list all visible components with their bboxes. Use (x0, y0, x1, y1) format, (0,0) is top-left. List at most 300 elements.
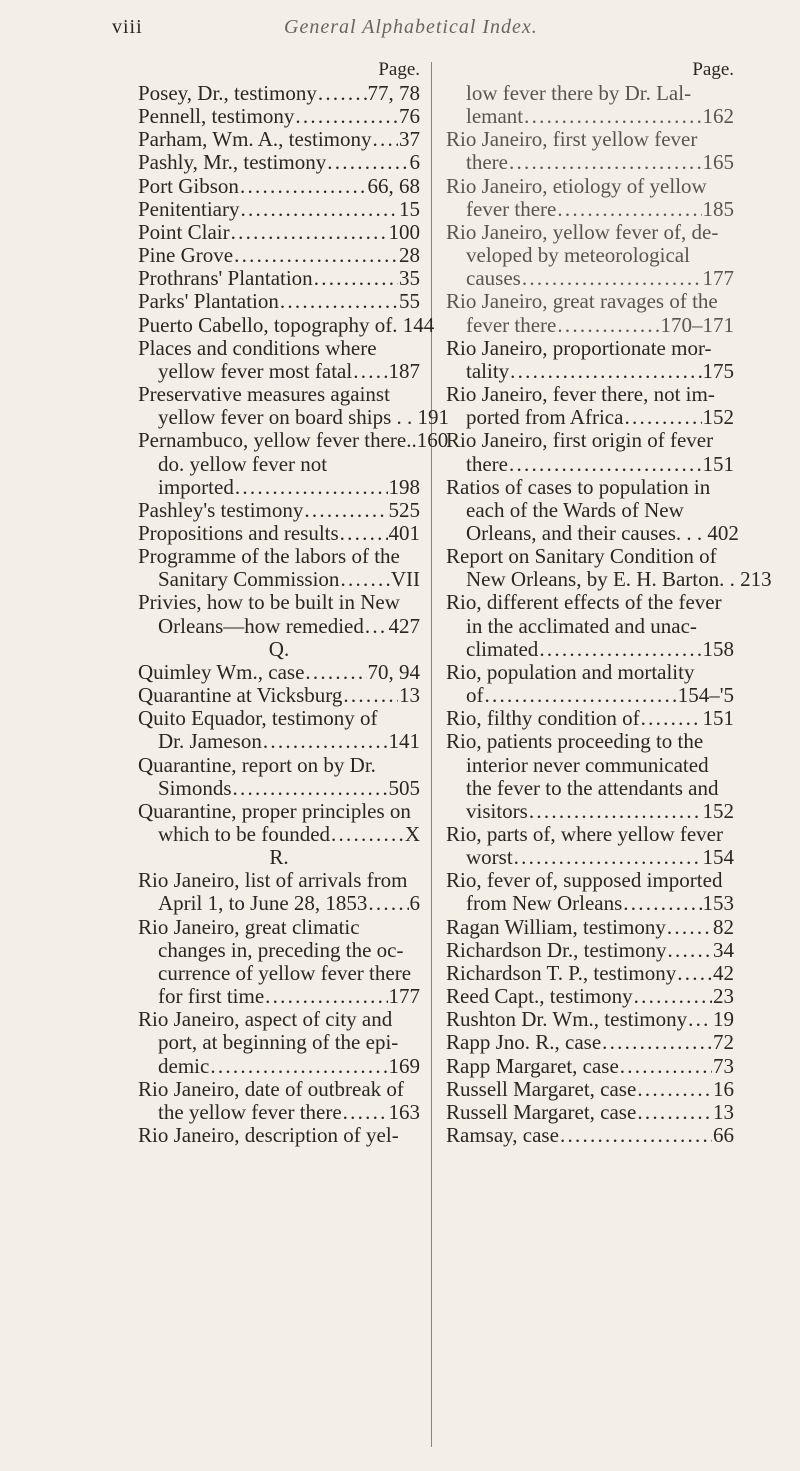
index-entry (138, 428, 449, 499)
index-entry (446, 474, 739, 545)
dot-leader (331, 823, 404, 846)
index-entry (138, 661, 420, 684)
index-entry (138, 244, 420, 267)
entry-page-ref: 175 (702, 358, 734, 383)
entry-page-ref: 16 (713, 1076, 734, 1101)
entry-text: interior never communicated (466, 752, 709, 777)
dot-leader (485, 684, 677, 707)
entry-page-ref: 162 (702, 104, 734, 129)
entry-page-ref: 427 (388, 613, 420, 638)
entry-text: for first time (158, 984, 265, 1009)
entry-text: Rio Janeiro, description of yel- (138, 1123, 399, 1148)
entry-text: Rio Janeiro, great ravages of the (446, 289, 718, 314)
entry-line (138, 105, 420, 128)
entry-line (138, 754, 420, 777)
entry-line (446, 383, 734, 406)
dot-leader (667, 916, 712, 939)
dot-leader (509, 453, 702, 476)
entry-text: Rio Janeiro, first yellow fever (446, 127, 698, 152)
entry-line (446, 290, 734, 313)
entry-text: Rio, patients proceeding to the (446, 729, 704, 754)
entry-line (446, 221, 734, 244)
entry-text: Places and conditions where (138, 335, 377, 360)
entry-line (446, 453, 734, 476)
entry-line (446, 615, 734, 638)
entry-line (138, 244, 420, 267)
entry-line (138, 962, 420, 985)
entry-text: fever there (466, 196, 557, 221)
entry-line (446, 916, 734, 939)
entry-line (138, 730, 420, 753)
entry-text: changes in, preceding the oc- (158, 937, 404, 962)
dot-leader (265, 985, 387, 1008)
entry-text: each of the Wards of New (466, 497, 684, 522)
dot-leader (624, 406, 701, 429)
entry-text: Prothrans' Plantation (138, 266, 313, 291)
entry-line (446, 429, 734, 452)
entry-text: yellow fever on board ships . . 191 (158, 405, 450, 430)
entry-text: imported (158, 474, 234, 499)
index-entry (446, 1055, 734, 1078)
entry-text: Ragan William, testimony (446, 914, 666, 939)
dot-leader (539, 638, 701, 661)
entry-text: Richardson T. P., testimony (446, 960, 677, 985)
index-entry (138, 545, 420, 591)
section-letter-r: R. (269, 845, 289, 870)
dot-leader (295, 105, 398, 128)
entry-text: Rio Janeiro, date of outbreak of (138, 1076, 404, 1101)
entry-line (138, 985, 420, 1008)
dot-leader (510, 360, 701, 383)
entry-line (446, 198, 734, 221)
entry-text: currence of yellow fever there (158, 960, 412, 985)
entry-line (138, 869, 420, 892)
entry-line (138, 545, 420, 568)
dot-leader (240, 175, 367, 198)
entry-text: Pine Grove (138, 243, 234, 268)
index-entry (446, 869, 734, 915)
entry-line (138, 175, 420, 198)
index-entry (446, 939, 734, 962)
entry-text: Rio Janeiro, list of arrivals from (138, 868, 408, 893)
entry-text: Dr. Jameson (158, 729, 262, 754)
entry-text: Rio, filthy condition of (446, 706, 640, 731)
entry-text: demic (158, 1053, 210, 1078)
entry-page-ref: 13 (399, 683, 420, 708)
entry-text: port, at beginning of the epi- (158, 1030, 399, 1055)
entry-line (446, 638, 734, 661)
dot-leader (234, 244, 398, 267)
entry-page-ref: 42 (713, 960, 734, 985)
entry-text: Rio Janeiro, first origin of fever (446, 428, 714, 453)
entry-line (138, 337, 420, 360)
section-letter-q: Q. (268, 636, 290, 661)
entry-line (138, 568, 420, 591)
entry-line (446, 1078, 734, 1101)
entry-text: April 1, to June 28, 1853 (158, 891, 368, 916)
entry-text: ported from Africa (466, 405, 624, 430)
entry-text: Pashley's testimony (138, 497, 304, 522)
index-entry (446, 290, 734, 336)
dot-leader (560, 1124, 712, 1147)
dot-leader (365, 615, 388, 638)
entry-line (138, 939, 420, 962)
entry-page-ref: 72 (713, 1030, 734, 1055)
page-number: viii (112, 16, 143, 38)
index-entry (446, 985, 734, 1008)
entry-text: Rapp Margaret, case (446, 1053, 619, 1078)
entry-text: Puerto Cabello, topography of. 144 (138, 312, 435, 337)
index-entry (446, 82, 734, 128)
entry-text: Quarantine at Vicksburg (138, 683, 343, 708)
entry-text: Rio, different effects of the fever (446, 590, 722, 615)
index-entry (446, 128, 734, 174)
entry-text: in the acclimated and unac- (466, 613, 697, 638)
entry-page-ref: 73 (713, 1053, 734, 1078)
entry-line (138, 1008, 420, 1031)
dot-leader (634, 985, 712, 1008)
dot-leader (235, 476, 388, 499)
index-entry (138, 800, 420, 846)
entry-text: Ratios of cases to population in (446, 474, 711, 499)
entry-text: low fever there by Dr. Lal- (466, 81, 692, 105)
entry-text: of (466, 683, 484, 708)
entry-page-ref: 82 (713, 914, 734, 939)
entry-line (446, 754, 734, 777)
entry-text: Point Clair (138, 219, 230, 244)
entry-line (138, 661, 420, 684)
entry-page-ref: 37 (399, 127, 420, 152)
entry-line (138, 1101, 420, 1124)
entry-text: Port Gibson (138, 173, 239, 198)
entry-line (446, 591, 734, 614)
entry-page-ref: 151 (702, 451, 734, 476)
entry-line (446, 82, 734, 105)
entry-text: Rio Janeiro, proportionate mor- (446, 335, 712, 360)
index-entry (138, 128, 420, 151)
index-entry (138, 754, 420, 800)
entry-line (446, 337, 734, 360)
entry-text: Report on Sanitary Condition of (446, 544, 717, 569)
entry-line (446, 1101, 734, 1124)
dot-leader (620, 1055, 712, 1078)
entry-text: which to be founded (158, 822, 331, 846)
entry-text: Quito Equador, testimony of (138, 706, 378, 731)
index-entry (446, 1031, 734, 1054)
entry-page-ref: 151 (702, 706, 734, 731)
entry-line (446, 175, 734, 198)
index-entry (446, 221, 734, 290)
index-entry (138, 82, 420, 105)
dot-leader (524, 105, 701, 128)
entry-text: Preservative measures against (138, 382, 390, 407)
entry-page-ref: 13 (713, 1099, 734, 1124)
entry-line (138, 499, 420, 522)
entry-text: do. yellow fever not (158, 451, 328, 476)
entry-page-ref: 66, 68 (367, 173, 420, 198)
entry-page-ref: VII (390, 567, 420, 592)
entry-text: Rio Janeiro, yellow fever of, de- (446, 219, 719, 244)
entry-line (446, 406, 734, 429)
entry-line (446, 105, 734, 128)
entry-page-ref: 177 (388, 984, 420, 1009)
entry-page-ref: 165 (702, 150, 734, 175)
index-entry (446, 823, 734, 869)
dot-leader (240, 198, 398, 221)
page-header (112, 16, 732, 44)
entry-line (138, 916, 420, 939)
entry-page-ref: 76 (399, 104, 420, 129)
dot-leader (637, 1101, 712, 1124)
entry-line (138, 151, 420, 174)
dot-leader (623, 892, 701, 915)
dot-leader (327, 151, 408, 174)
entry-page-ref: 153 (702, 891, 734, 916)
entry-page-ref: 34 (713, 937, 734, 962)
dot-leader (637, 1078, 712, 1101)
entry-line (446, 962, 734, 985)
index-entry (446, 1078, 734, 1101)
entry-page-ref: 158 (702, 636, 734, 661)
entry-text: Rapp Jno. R., case (446, 1030, 602, 1055)
entry-line (138, 405, 450, 430)
entry-text: Pashly, Mr., testimony (138, 150, 327, 175)
entry-line (138, 684, 420, 707)
index-entry (138, 382, 450, 430)
entry-text: Orleans, and their causes. . . 402 (466, 520, 739, 545)
index-entry (446, 544, 772, 592)
entry-line (446, 360, 734, 383)
entry-text: Rio Janeiro, fever there, not im- (446, 382, 715, 407)
index-entry (446, 175, 734, 221)
entry-page-ref: 505 (388, 775, 420, 800)
index-entry (138, 1078, 420, 1124)
entry-line (446, 869, 734, 892)
index-entry (446, 337, 734, 383)
dot-leader (514, 846, 702, 869)
dot-leader (688, 1008, 712, 1031)
dot-leader (677, 962, 712, 985)
entry-page-ref: 163 (388, 1099, 420, 1124)
entry-page-ref: 170–171 (660, 312, 734, 337)
entry-page-ref: 77, 78 (367, 81, 420, 105)
entry-text: Simonds (158, 775, 232, 800)
dot-leader (305, 661, 366, 684)
entry-text: New Orleans, by E. H. Barton. . 213 (466, 567, 772, 592)
index-entry (138, 869, 420, 915)
entry-line (138, 892, 420, 915)
entry-line (138, 360, 420, 383)
entry-text: Propositions and results (138, 520, 339, 545)
entry-text: from New Orleans (466, 891, 623, 916)
index-entry (446, 707, 734, 730)
entry-line (446, 707, 734, 730)
entry-text: tality (466, 358, 510, 383)
index-entry (446, 916, 734, 939)
entry-line (138, 290, 420, 313)
entry-line (446, 939, 734, 962)
dot-leader (263, 730, 388, 753)
index-entry (138, 267, 420, 290)
index-entry (138, 707, 420, 753)
entry-page-ref: 169 (388, 1053, 420, 1078)
entry-line (138, 707, 420, 730)
entry-text: the fever to the attendants and (466, 775, 719, 800)
dot-leader (641, 707, 702, 730)
entry-page-ref: 100 (388, 219, 420, 244)
entry-text: Programme of the labors of the (138, 544, 400, 569)
dot-leader (231, 221, 388, 244)
index-entry (138, 916, 420, 1009)
entry-page-ref: 35 (399, 266, 420, 291)
entry-line (446, 1008, 734, 1031)
entry-text: Rio Janeiro, great climatic (138, 914, 360, 939)
entry-line (138, 591, 420, 614)
entry-page-ref: 198 (388, 474, 420, 499)
entry-line (446, 545, 734, 568)
entry-line (446, 777, 734, 800)
entry-page-ref: 28 (399, 243, 420, 268)
index-entry (138, 1124, 420, 1147)
entry-line (446, 520, 739, 545)
entry-text: Russell Margaret, case (446, 1099, 637, 1124)
entry-line (138, 800, 420, 823)
dot-leader (557, 314, 659, 337)
index-entry (138, 337, 420, 383)
entry-text: Reed Capt., testimony (446, 984, 633, 1009)
index-entry (138, 198, 420, 221)
entry-text: Orleans—how remedied (158, 613, 364, 638)
entry-line (138, 128, 420, 151)
entry-line (446, 730, 734, 753)
entry-text: Privies, how to be built in New (138, 590, 400, 615)
entry-page-ref: 55 (399, 289, 420, 314)
entry-text: Rio Janeiro, etiology of yellow (446, 173, 707, 198)
index-entry (138, 105, 420, 128)
entry-line (446, 684, 734, 707)
dot-leader (522, 267, 702, 290)
entry-page-ref: 152 (702, 405, 734, 430)
entry-line (446, 823, 734, 846)
entry-text: Ramsay, case (446, 1123, 559, 1148)
dot-leader (318, 82, 367, 105)
entry-text: there (466, 150, 508, 175)
entry-text: yellow fever most fatal (158, 358, 353, 383)
entry-line (138, 1124, 420, 1147)
entry-line (138, 1055, 420, 1078)
entry-text: Parks' Plantation (138, 289, 279, 314)
index-entry (138, 151, 420, 174)
entry-text: visitors (466, 798, 528, 823)
entry-text: Rio, population and mortality (446, 659, 695, 684)
entry-line (138, 1031, 420, 1054)
entry-text: Quimley Wm., case (138, 659, 305, 684)
entry-text: Russell Margaret, case (446, 1076, 637, 1101)
index-entry (138, 290, 420, 313)
running-title: General Alphabetical Index. (284, 16, 538, 38)
dot-leader (304, 499, 387, 522)
index-entry (138, 312, 435, 337)
dot-leader (509, 151, 702, 174)
entry-text: Rio Janeiro, aspect of city and (138, 1007, 393, 1032)
entry-line (138, 453, 420, 476)
entry-line (446, 151, 734, 174)
entry-line (138, 522, 420, 545)
entry-line (138, 383, 420, 406)
entry-line (446, 846, 734, 869)
dot-leader (233, 777, 388, 800)
entry-text: Quarantine, report on by Dr. (138, 752, 376, 777)
index-entry (138, 175, 420, 198)
entry-page-ref: 6 (409, 891, 420, 916)
entry-text: Richardson Dr., testimony (446, 937, 667, 962)
index-entry (446, 429, 734, 475)
entry-page-ref: 185 (702, 196, 734, 221)
entry-page-ref: 525 (388, 497, 420, 522)
entry-line (138, 221, 420, 244)
index-entry (446, 1101, 734, 1124)
entry-line (138, 615, 420, 638)
index-entry (446, 661, 734, 707)
dot-leader (353, 360, 387, 383)
entry-text: Rio, fever of, supposed imported (446, 868, 723, 893)
entry-line (446, 800, 734, 823)
entry-text: causes (466, 266, 521, 291)
entry-text: Sanitary Commission (158, 567, 340, 592)
index-entry (138, 591, 420, 637)
dot-leader (314, 267, 398, 290)
entry-page-ref: 66 (713, 1123, 734, 1148)
entry-text: fever there (466, 312, 557, 337)
page-column-heading: Page. (692, 59, 734, 80)
entry-line (446, 244, 734, 267)
dot-leader (602, 1031, 712, 1054)
index-entry (446, 383, 734, 429)
entry-text: climated (466, 636, 539, 661)
index-entry (138, 522, 420, 545)
entry-line (138, 312, 435, 337)
entry-line (138, 428, 449, 453)
entry-text: worst (466, 845, 513, 870)
entry-line (138, 476, 420, 499)
entry-line (446, 499, 734, 522)
dot-leader (340, 522, 388, 545)
entry-line (446, 1031, 734, 1054)
dot-leader (340, 568, 389, 591)
dot-leader (373, 128, 398, 151)
entry-text: Penitentiary (138, 196, 240, 221)
index-entry (446, 962, 734, 985)
entry-page-ref: X (404, 822, 420, 846)
entry-line (446, 661, 734, 684)
entry-page-ref: 19 (713, 1007, 734, 1032)
index-entry (446, 1008, 734, 1031)
entry-line (446, 985, 734, 1008)
entry-line (446, 314, 734, 337)
entry-page-ref: 23 (713, 984, 734, 1009)
entry-text: veloped by meteorological (466, 243, 690, 268)
entry-line (138, 82, 420, 105)
entry-line (446, 1055, 734, 1078)
dot-leader (557, 198, 701, 221)
entry-text: Quarantine, proper principles on (138, 798, 411, 823)
index-entry (138, 221, 420, 244)
entry-text: Pennell, testimony (138, 104, 295, 129)
entry-page-ref: 152 (702, 798, 734, 823)
dot-leader (667, 939, 712, 962)
entry-text: there (466, 451, 508, 476)
entry-text: Rio, parts of, where yellow fever (446, 822, 723, 846)
